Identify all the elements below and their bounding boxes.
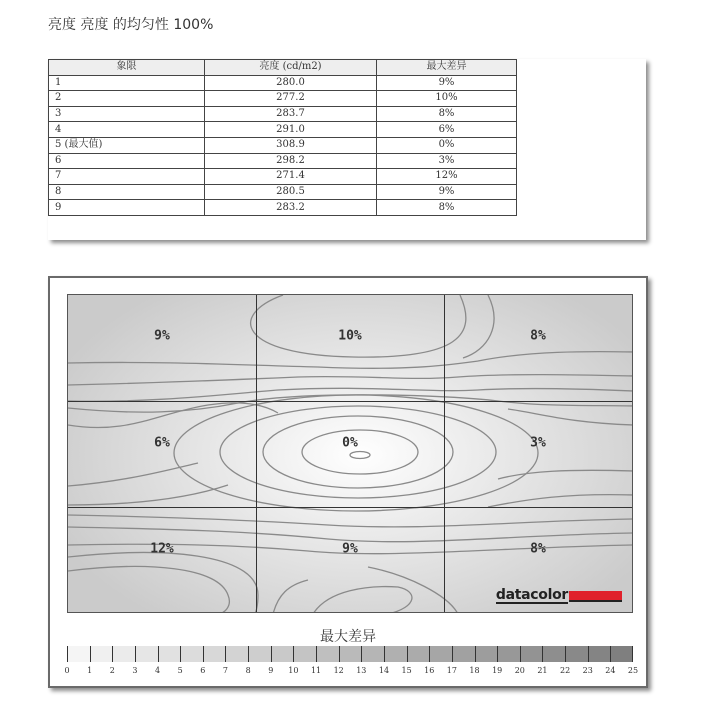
quadrant-cell: 2: [49, 91, 205, 107]
scale-tick: [384, 646, 385, 662]
scale-tick: [316, 646, 317, 662]
scale-tick: [248, 646, 249, 662]
quadrant-table-panel: [48, 59, 646, 240]
scale-tick: [475, 646, 476, 662]
table-row: [49, 91, 517, 107]
deviation-cell: 8%: [377, 106, 517, 122]
scale-tick-label: 17: [446, 666, 457, 675]
table-row: [49, 184, 517, 200]
scale-tick-label: 16: [424, 666, 435, 675]
brand-text: datacolor: [495, 587, 568, 603]
deviation-cell: 3%: [377, 153, 517, 169]
quadrant-5-label: 0%: [342, 435, 358, 451]
table-row: [49, 200, 517, 216]
scale-tick-label: 22: [559, 666, 571, 675]
quadrant-cell: 3: [49, 106, 205, 122]
column-header-max-deviation: 最大差异: [377, 60, 517, 76]
scale-tick-label: 0: [64, 666, 70, 675]
scale-tick: [588, 646, 589, 662]
scale-tick: [271, 646, 272, 662]
scale-tick: [225, 646, 226, 662]
quadrant-cell: 6: [49, 153, 205, 169]
scale-tick-label: 9: [268, 666, 274, 675]
scale-tick-label: 24: [605, 666, 616, 675]
table-row: [49, 153, 517, 169]
scale-tick-label: 14: [378, 666, 390, 675]
quadrant-7-label: 12%: [150, 541, 174, 557]
scale-tick-label: 18: [469, 666, 480, 675]
scale-tick-label: 15: [401, 666, 412, 675]
deviation-cell: 12%: [377, 169, 517, 185]
quadrant-cell: 4: [49, 122, 205, 138]
table-row: [49, 75, 517, 91]
scale-tick: [90, 646, 91, 662]
scale-tick: [429, 646, 430, 662]
column-header-quadrant: 象限: [49, 60, 205, 76]
luminance-cell: 280.5: [205, 184, 377, 200]
scale-tick-label: 19: [492, 666, 503, 675]
scale-tick-label: 2: [109, 666, 115, 675]
scale-tick: [112, 646, 113, 662]
scale-tick: [135, 646, 136, 662]
scale-tick-label: 21: [537, 666, 548, 675]
scale-tick-label: 8: [245, 666, 251, 675]
scale-tick: [520, 646, 521, 662]
scale-tick-label: 1: [87, 666, 93, 675]
deviation-cell: 10%: [377, 91, 517, 107]
table-header-row: [49, 60, 517, 76]
table-row: [49, 106, 517, 122]
scale-tick: [67, 646, 68, 662]
scale-tick-label: 11: [310, 666, 322, 675]
luminance-cell: 283.7: [205, 106, 377, 122]
scale-tick-labels: [64, 666, 639, 678]
table-row: [49, 169, 517, 185]
quadrant-8-label: 9%: [342, 541, 358, 557]
scale-tick-label: 6: [200, 666, 206, 675]
luminance-cell: 308.9: [205, 137, 377, 153]
deviation-cell: 9%: [377, 75, 517, 91]
scale-tick: [610, 646, 611, 662]
scale-tick: [452, 646, 453, 662]
quadrant-6-label: 3%: [530, 435, 546, 451]
scale-tick-label: 25: [627, 666, 639, 675]
quadrant-1-label: 9%: [154, 328, 170, 344]
scale-tick: [361, 646, 362, 662]
scale-tick: [203, 646, 204, 662]
scale-tick-label: 12: [333, 666, 344, 675]
quadrant-cell: 7: [49, 169, 205, 185]
quadrant-cell: 9: [49, 200, 205, 216]
scale-tick: [158, 646, 159, 662]
column-header-luminance: 亮度 (cd/m2): [205, 60, 377, 76]
quadrant-3-label: 8%: [530, 328, 546, 344]
deviation-cell: 6%: [377, 122, 517, 138]
deviation-cell: 8%: [377, 200, 517, 216]
datacolor-logo: [496, 588, 622, 604]
deviation-cell: 9%: [377, 184, 517, 200]
scale-tick-label: 5: [177, 666, 183, 675]
scale-tick: [407, 646, 408, 662]
luminance-cell: 298.2: [205, 153, 377, 169]
scale-tick-label: 4: [155, 666, 161, 675]
scale-tick-label: 3: [132, 666, 138, 675]
scale-tick: [632, 646, 633, 662]
scale-tick: [542, 646, 543, 662]
scale-tick: [497, 646, 498, 662]
scale-tick: [180, 646, 181, 662]
table-row: [49, 122, 517, 138]
scale-tick: [293, 646, 294, 662]
luminance-cell: 283.2: [205, 200, 377, 216]
legend-title: 最大差异: [320, 629, 376, 645]
quadrant-2-label: 10%: [338, 328, 362, 344]
scale-tick-label: 7: [222, 666, 229, 675]
scale-tick: [339, 646, 340, 662]
quadrant-cell: 5 (最大值): [49, 137, 205, 153]
luminance-cell: 280.0: [205, 75, 377, 91]
luminance-cell: 277.2: [205, 91, 377, 107]
deviation-cell: 0%: [377, 137, 517, 153]
luminance-cell: 291.0: [205, 122, 377, 138]
quadrant-9-label: 8%: [530, 541, 546, 557]
scale-tick-label: 23: [582, 666, 593, 675]
uniformity-chart-panel: [48, 276, 648, 688]
brand-red-bar: [569, 591, 622, 602]
quadrant-table: [48, 59, 517, 216]
scale-tick-label: 13: [356, 666, 367, 675]
quadrant-cell: 8: [49, 184, 205, 200]
quadrant-cell: 1: [49, 75, 205, 91]
page-title: 亮度 亮度 的均匀性 100%: [48, 17, 214, 33]
uniformity-contour-plot: [67, 294, 633, 613]
luminance-cell: 271.4: [205, 169, 377, 185]
quadrant-4-label: 6%: [154, 435, 170, 451]
scale-tick-label: 20: [514, 666, 525, 675]
scale-tick: [565, 646, 566, 662]
table-row: [49, 137, 517, 153]
scale-tick-label: 10: [288, 666, 299, 675]
scale-ticks: [67, 646, 633, 662]
